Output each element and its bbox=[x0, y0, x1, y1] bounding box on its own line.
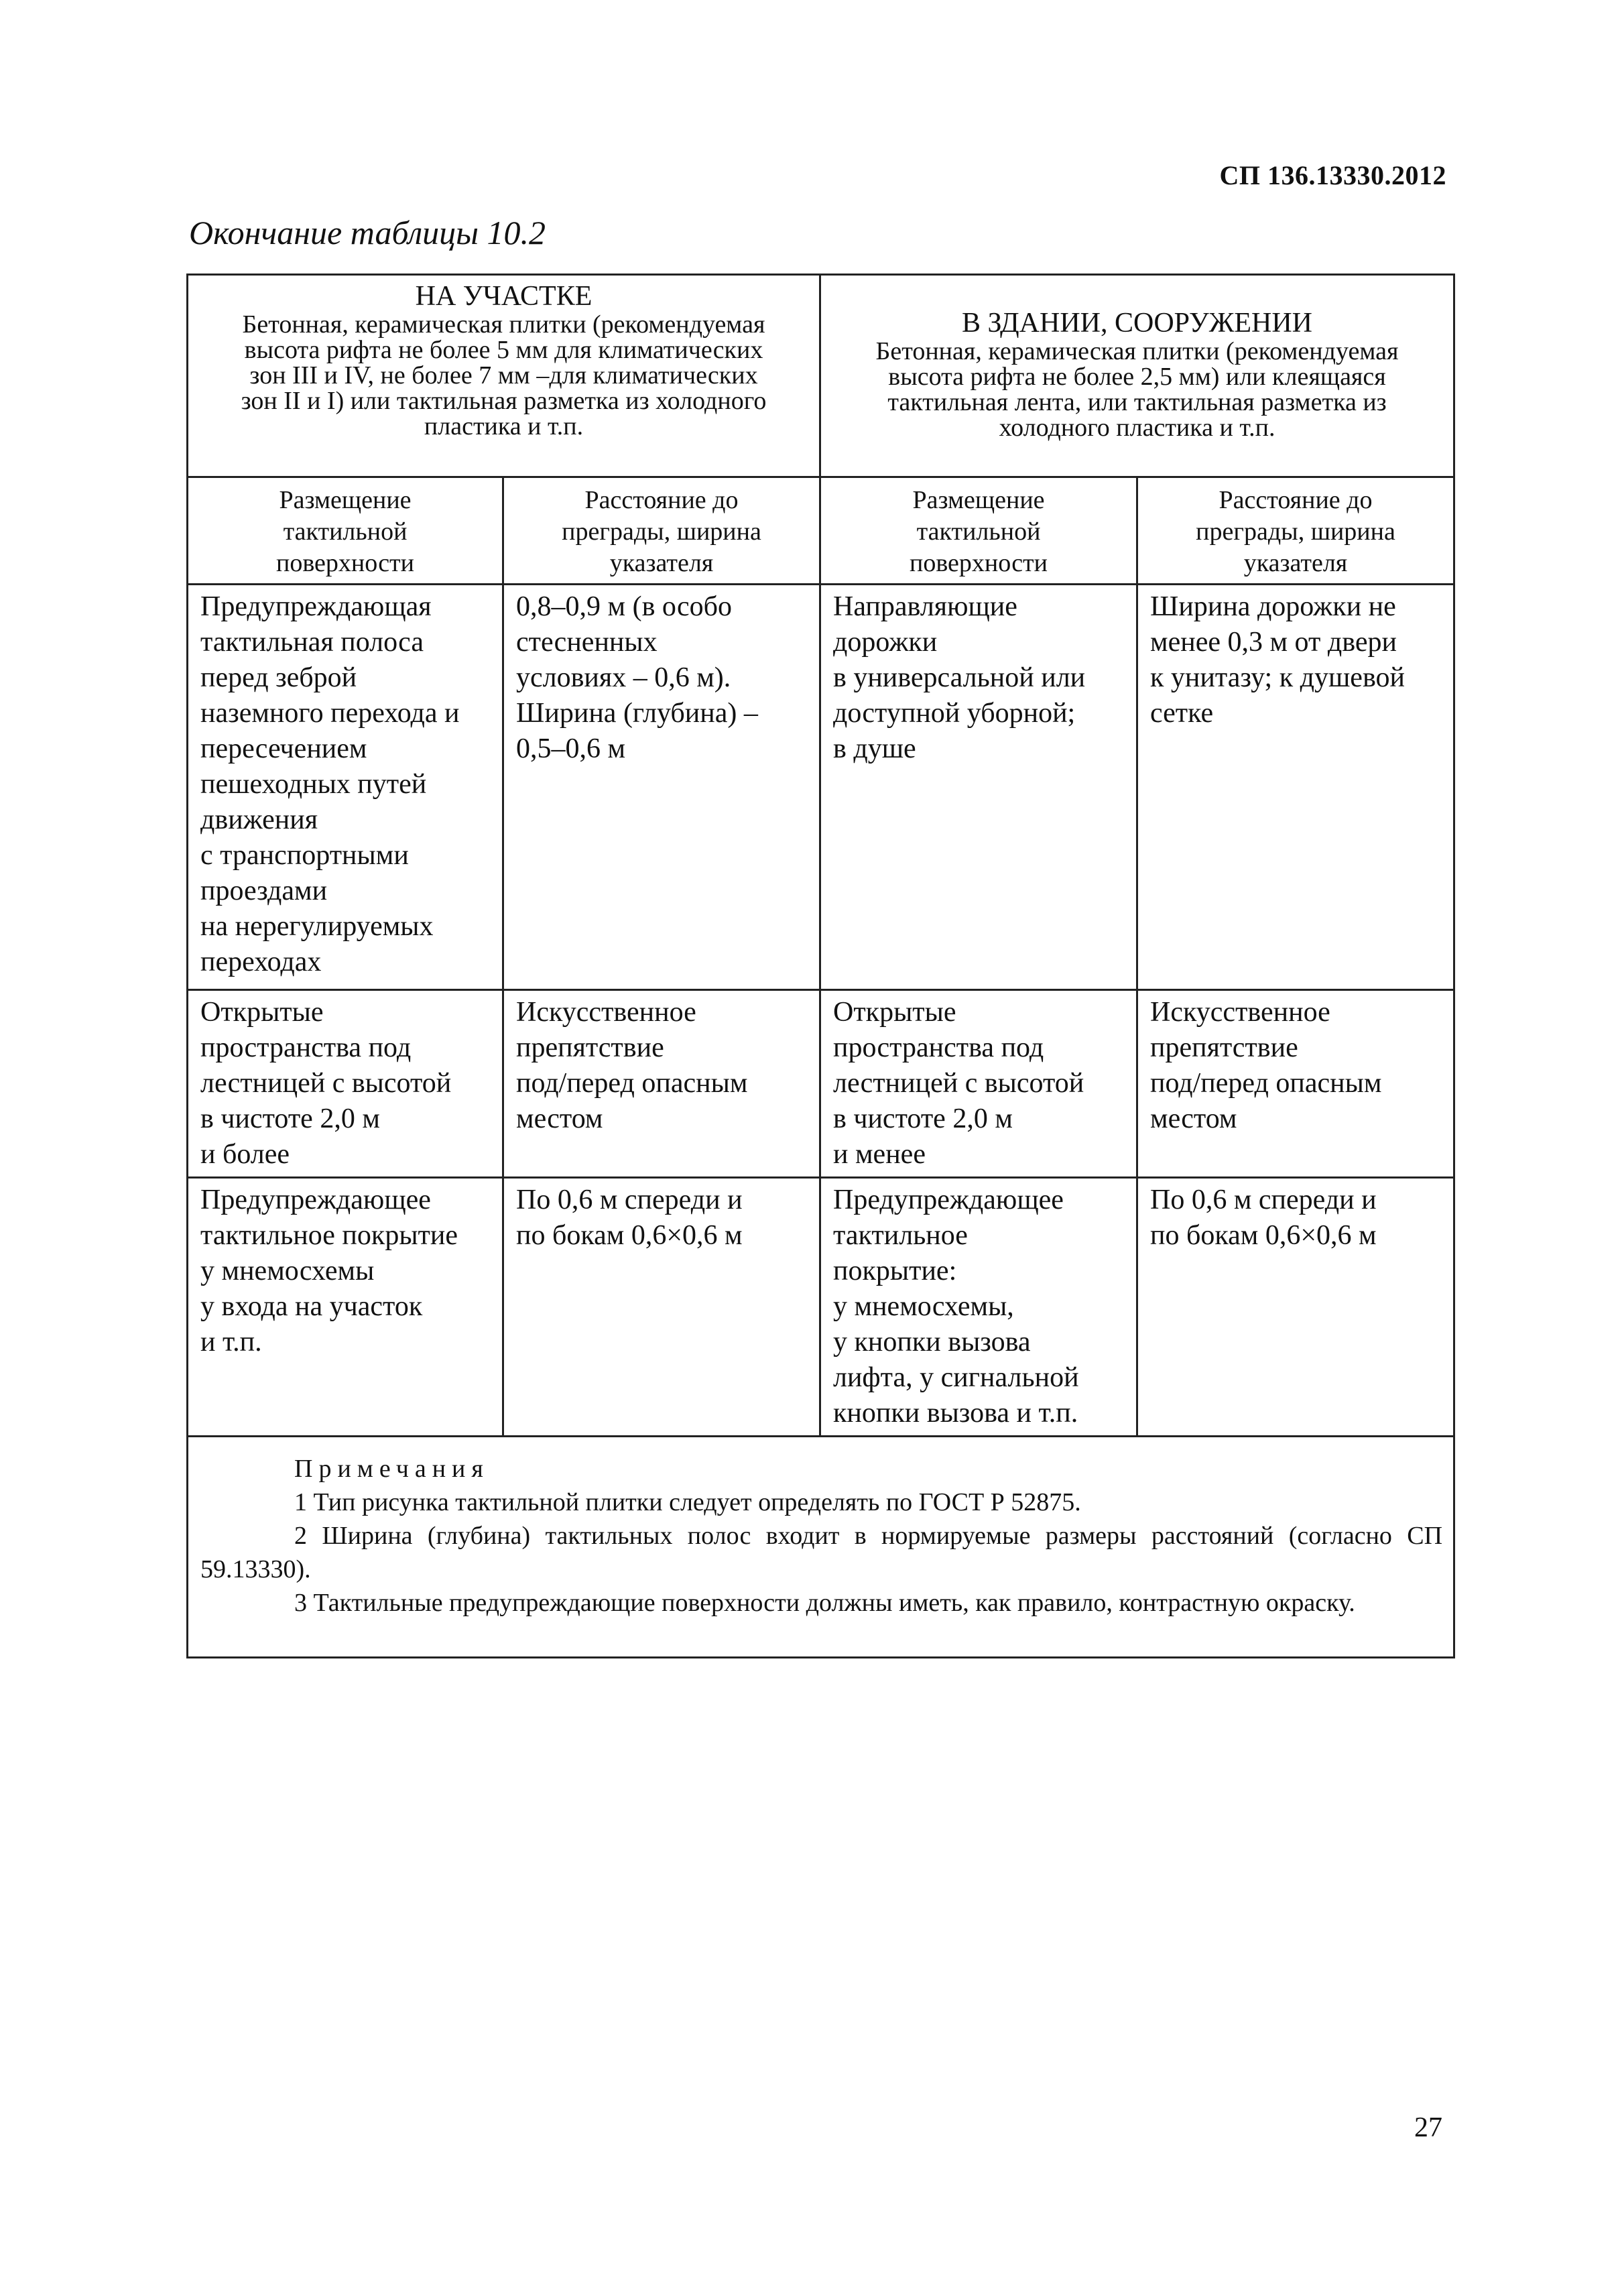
notes-row bbox=[188, 1437, 1454, 1658]
table-cell: Ширина дорожки не менее 0,3 м от двери к унитазу; к душевой сетке bbox=[1137, 585, 1454, 990]
column-header-placement-building: Размещение тактильной поверхности bbox=[820, 477, 1137, 585]
table-row bbox=[188, 1178, 1454, 1437]
note-item: 2 Ширина (глубина) тактильных полос входит в нормируемые размеры расстояний (согласно СП 59.13330). bbox=[200, 1522, 1443, 1583]
column-header-row bbox=[188, 477, 1454, 585]
note-item: 3 Тактильные предупреждающие поверхности должны иметь, как правило, контрастную окраску. bbox=[294, 1589, 1355, 1617]
zone-building-description: Бетонная, керамическая плитки (рекомендуемая высота рифта не более 2,5 мм) или клеящаяся тактильная лента, или тактильная разметка из холодного пластика и т.п. bbox=[875, 337, 1399, 442]
table-row bbox=[188, 585, 1454, 990]
table-cell: Предупреждающее тактильное покрытие у мнемосхемы у входа на участок и т.п. bbox=[188, 1178, 503, 1437]
table-cell: Открытые пространства под лестницей с высотой в чистоте 2,0 м и более bbox=[188, 990, 503, 1178]
table-cell: Направляющие дорожки в универсальной или доступной уборной; в душе bbox=[820, 585, 1137, 990]
page-number: 27 bbox=[1414, 2112, 1442, 2143]
table-cell: По 0,6 м спереди и по бокам 0,6×0,6 м bbox=[1137, 1178, 1454, 1437]
column-header-distance-building: Расстояние до преграды, ширина указателя bbox=[1137, 477, 1454, 585]
column-header-distance-site: Расстояние до преграды, ширина указателя bbox=[503, 477, 820, 585]
table-cell: Предупреждающее тактильное покрытие: у мнемосхемы, у кнопки вызова лифта, у сигнальной кнопки вызова и т.п. bbox=[820, 1178, 1137, 1437]
table-caption: Окончание таблицы 10.2 bbox=[189, 214, 546, 251]
zone-site-title: НА УЧАСТКЕ bbox=[415, 281, 592, 312]
tactile-surfaces-table bbox=[186, 274, 1455, 1658]
table-cell: Искусственное препятствие под/перед опасным местом bbox=[1137, 990, 1454, 1178]
notes-title: Примечания bbox=[294, 1455, 489, 1483]
column-header-placement-site: Размещение тактильной поверхности bbox=[188, 477, 503, 585]
table-cell: Предупреждающая тактильная полоса перед зеброй наземного перехода и пересечением пешеходных путей движения с транспортными проездами на нерегулируемых переходах bbox=[188, 585, 503, 990]
zone-building-title: В ЗДАНИИ, СООРУЖЕНИИ bbox=[962, 308, 1312, 339]
table-cell: Открытые пространства под лестницей с высотой в чистоте 2,0 м и менее bbox=[820, 990, 1137, 1178]
table-cell: По 0,6 м спереди и по бокам 0,6×0,6 м bbox=[503, 1178, 820, 1437]
zone-header-row bbox=[188, 275, 1454, 477]
notes-cell bbox=[188, 1437, 1454, 1658]
zone-building-header bbox=[820, 275, 1454, 477]
table-row bbox=[188, 990, 1454, 1178]
zone-site-description: Бетонная, керамическая плитки (рекомендуемая высота рифта не более 5 мм для климатических зон III и IV, не более 7 мм –для климатических зон II и I) или тактильная разметка из холодного пластика и т.п. bbox=[241, 310, 767, 440]
table-cell: Искусственное препятствие под/перед опасным местом bbox=[503, 990, 820, 1178]
zone-site-header bbox=[188, 275, 820, 477]
table-cell: 0,8–0,9 м (в особо стесненных условиях – 0,6 м). Ширина (глубина) – 0,5–0,6 м bbox=[503, 585, 820, 990]
note-item: 1 Тип рисунка тактильной плитки следует определять по ГОСТ Р 52875. bbox=[294, 1488, 1081, 1516]
document-code: СП 136.13330.2012 bbox=[1219, 160, 1446, 190]
